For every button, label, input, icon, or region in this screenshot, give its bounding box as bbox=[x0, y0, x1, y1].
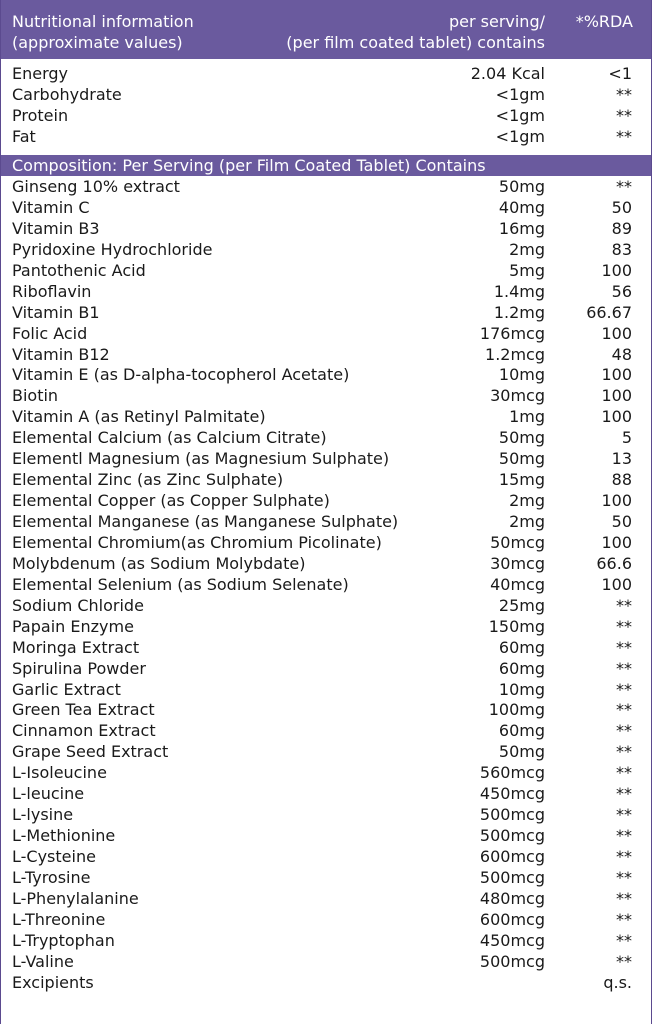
header-name-line1: Nutritional information bbox=[12, 12, 194, 31]
rda-value: 100 bbox=[601, 386, 632, 406]
per-serving-value: 600mcg bbox=[479, 909, 545, 929]
ingredient-name: Cinnamon Extract bbox=[12, 721, 156, 741]
ingredient-name: Elemental Zinc (as Zinc Sulphate) bbox=[12, 470, 284, 490]
per-serving-value: 2.04 Kcal bbox=[470, 64, 545, 83]
rda-value: ** bbox=[616, 805, 632, 825]
per-serving-value: 30mcg bbox=[490, 553, 545, 573]
rda-value: 100 bbox=[601, 260, 632, 280]
per-serving-value: 480mcg bbox=[479, 888, 545, 908]
header-per-line1: per serving/ bbox=[448, 12, 545, 31]
per-serving-value: 10mg bbox=[498, 679, 545, 699]
ingredient-name: Elemental Manganese (as Manganese Sulphate) bbox=[12, 512, 399, 531]
per-serving-value: 40mcg bbox=[490, 574, 545, 594]
rda-value: ** bbox=[616, 700, 632, 720]
ingredient-name: Protein bbox=[12, 105, 69, 125]
ingredient-name: L-Isoleucine bbox=[12, 763, 107, 783]
table-row bbox=[1, 888, 651, 909]
per-serving-value: 50mg bbox=[498, 177, 545, 196]
table-row bbox=[1, 804, 651, 825]
rda-value: 83 bbox=[611, 239, 632, 259]
ingredient-name: Moringa Extract bbox=[12, 637, 140, 657]
ingredient-name: Elemental Copper (as Copper Sulphate) bbox=[12, 491, 330, 511]
table-row bbox=[1, 281, 651, 302]
per-serving-value: 30mcg bbox=[490, 386, 545, 406]
table-row bbox=[1, 909, 651, 930]
ingredient-name: Sodium Chloride bbox=[12, 595, 144, 615]
ingredient-name: Molybdenum (as Sodium Molybdate) bbox=[12, 553, 306, 573]
rda-value: <1 bbox=[608, 64, 632, 83]
ingredient-name: Biotin bbox=[12, 386, 59, 406]
rda-value: ** bbox=[616, 930, 632, 950]
ingredient-name: Ginseng 10% extract bbox=[12, 177, 180, 196]
ingredient-name: L-Threonine bbox=[12, 909, 106, 929]
table-row bbox=[1, 699, 651, 720]
per-serving-value: 176mcg bbox=[479, 323, 545, 343]
table-row bbox=[1, 406, 651, 427]
per-serving-value: 16mg bbox=[498, 218, 545, 238]
rda-value: 100 bbox=[601, 407, 632, 427]
table-row bbox=[1, 637, 651, 658]
rda-value: ** bbox=[616, 888, 632, 908]
per-serving-value: 10mg bbox=[498, 365, 545, 385]
rda-value: ** bbox=[616, 847, 632, 866]
table-row bbox=[1, 105, 651, 126]
per-serving-value: 2mg bbox=[509, 512, 545, 531]
table-row bbox=[1, 63, 651, 84]
rda-value: 88 bbox=[611, 470, 632, 490]
ingredient-name: Spirulina Powder bbox=[12, 658, 146, 678]
ingredient-name: Fat bbox=[12, 126, 36, 146]
rda-value: ** bbox=[616, 595, 632, 615]
per-serving-value: <1gm bbox=[495, 126, 545, 146]
per-serving-value: 50mg bbox=[498, 428, 545, 448]
rda-value: ** bbox=[616, 784, 632, 804]
ingredient-name: Garlic Extract bbox=[12, 679, 121, 699]
nutrition-rows bbox=[1, 63, 651, 147]
ingredient-name: Vitamin B12 bbox=[12, 344, 110, 364]
rda-value: 100 bbox=[601, 323, 632, 343]
ingredient-name: Grape Seed Extract bbox=[12, 742, 169, 762]
per-serving-value: <1gm bbox=[495, 105, 545, 125]
ingredient-name: Vitamin E (as D-alpha-tocopherol Acetate) bbox=[12, 365, 350, 385]
rda-value: ** bbox=[616, 742, 632, 762]
per-serving-value: 150mg bbox=[488, 616, 545, 636]
ingredient-name: Carbohydrate bbox=[12, 84, 122, 104]
composition-rows bbox=[1, 176, 651, 993]
header-nutritional-info bbox=[12, 11, 194, 53]
rda-value: 100 bbox=[601, 532, 632, 552]
rda-value: 50 bbox=[611, 512, 632, 531]
ingredient-name: Elemental Chromium(as Chromium Picolinate) bbox=[12, 532, 382, 552]
rda-value: 89 bbox=[611, 218, 632, 238]
header-name-line2: (approximate values) bbox=[12, 33, 183, 52]
table-header bbox=[1, 0, 651, 59]
table-row bbox=[1, 867, 651, 888]
ingredient-name: L-Valine bbox=[12, 951, 74, 971]
table-row bbox=[1, 930, 651, 951]
ingredient-name: Elemental Calcium (as Calcium Citrate) bbox=[12, 428, 327, 448]
per-serving-value: 2mg bbox=[509, 491, 545, 511]
ingredient-name: Excipients bbox=[12, 972, 94, 992]
table-row bbox=[1, 323, 651, 344]
table-row bbox=[1, 574, 651, 595]
per-serving-value: 5mg bbox=[509, 260, 545, 280]
table-row bbox=[1, 679, 651, 700]
table-row bbox=[1, 218, 651, 239]
per-serving-value: <1gm bbox=[495, 84, 545, 104]
per-serving-value: 1.4mg bbox=[493, 281, 545, 301]
rda-value: 56 bbox=[611, 281, 632, 301]
table-row bbox=[1, 762, 651, 783]
rda-value: 100 bbox=[601, 365, 632, 385]
table-row bbox=[1, 385, 651, 406]
table-row bbox=[1, 469, 651, 490]
per-serving-value: 60mg bbox=[498, 658, 545, 678]
table-row bbox=[1, 783, 651, 804]
table-row bbox=[1, 364, 651, 385]
rda-value: ** bbox=[616, 909, 632, 929]
ingredient-name: L-lysine bbox=[12, 805, 74, 825]
table-row bbox=[1, 595, 651, 616]
composition-band bbox=[1, 155, 651, 176]
rda-value: q.s. bbox=[603, 972, 632, 992]
per-serving-value: 1.2mcg bbox=[485, 344, 545, 364]
table-row bbox=[1, 239, 651, 260]
per-serving-value: 50mg bbox=[498, 449, 545, 469]
rda-value: ** bbox=[616, 679, 632, 699]
rda-value: ** bbox=[616, 105, 632, 125]
ingredient-name: Vitamin C bbox=[12, 197, 90, 217]
rda-value: ** bbox=[616, 84, 632, 104]
header-per-serving bbox=[286, 11, 545, 53]
rda-value: ** bbox=[616, 126, 632, 146]
ingredient-name: Green Tea Extract bbox=[12, 700, 155, 720]
per-serving-value: 100mg bbox=[488, 700, 545, 720]
per-serving-value: 450mcg bbox=[479, 784, 545, 804]
per-serving-value: 40mg bbox=[498, 197, 545, 217]
per-serving-value: 60mg bbox=[498, 721, 545, 741]
ingredient-name: L-Cysteine bbox=[12, 847, 96, 866]
table-row bbox=[1, 260, 651, 281]
ingredient-name: L-Tyrosine bbox=[12, 867, 91, 887]
rda-value: 100 bbox=[601, 574, 632, 594]
table-row bbox=[1, 427, 651, 448]
per-serving-value: 500mcg bbox=[479, 826, 545, 846]
per-serving-value: 60mg bbox=[498, 637, 545, 657]
ingredient-name: L-Tryptophan bbox=[12, 930, 115, 950]
table-row bbox=[1, 197, 651, 218]
table-row bbox=[1, 302, 651, 323]
ingredient-name: L-leucine bbox=[12, 784, 85, 804]
ingredient-name: Energy bbox=[12, 64, 69, 83]
per-serving-value: 15mg bbox=[498, 470, 545, 490]
rda-value: ** bbox=[616, 721, 632, 741]
ingredient-name: Folic Acid bbox=[12, 323, 88, 343]
ingredient-name: Pyridoxine Hydrochloride bbox=[12, 239, 213, 259]
per-serving-value: 50mcg bbox=[490, 532, 545, 552]
table-row bbox=[1, 344, 651, 365]
per-serving-value: 1mg bbox=[509, 407, 545, 427]
ingredient-name: L-Methionine bbox=[12, 826, 116, 846]
ingredient-name: Vitamin B1 bbox=[12, 302, 100, 322]
header-per-line2: (per film coated tablet) contains bbox=[286, 33, 545, 52]
table-row bbox=[1, 84, 651, 105]
ingredient-name: Vitamin B3 bbox=[12, 218, 100, 238]
per-serving-value: 450mcg bbox=[479, 930, 545, 950]
table-row bbox=[1, 720, 651, 741]
per-serving-value: 500mcg bbox=[479, 867, 545, 887]
rda-value: 13 bbox=[611, 449, 632, 469]
table-row bbox=[1, 553, 651, 574]
per-serving-value: 2mg bbox=[509, 239, 545, 259]
per-serving-value: 50mg bbox=[498, 742, 545, 762]
table-row bbox=[1, 126, 651, 147]
table-row bbox=[1, 532, 651, 553]
rda-value: 48 bbox=[611, 344, 632, 364]
table-row bbox=[1, 825, 651, 846]
table-row bbox=[1, 176, 651, 197]
per-serving-value: 560mcg bbox=[479, 763, 545, 783]
rda-value: ** bbox=[616, 637, 632, 657]
rda-value: 5 bbox=[621, 428, 632, 448]
rda-value: 66.67 bbox=[586, 302, 632, 322]
ingredient-name: Vitamin A (as Retinyl Palmitate) bbox=[12, 407, 266, 427]
rda-value: 100 bbox=[601, 491, 632, 511]
ingredient-name: Papain Enzyme bbox=[12, 616, 134, 636]
ingredient-name: Riboflavin bbox=[12, 281, 92, 301]
per-serving-value: 25mg bbox=[498, 595, 545, 615]
table-row bbox=[1, 616, 651, 637]
rda-value: ** bbox=[616, 826, 632, 846]
rda-value: 50 bbox=[611, 197, 632, 217]
ingredient-name: Pantothenic Acid bbox=[12, 260, 146, 280]
rda-value: ** bbox=[616, 763, 632, 783]
table-row bbox=[1, 951, 651, 972]
table-row bbox=[1, 741, 651, 762]
rda-value: ** bbox=[616, 867, 632, 887]
table-row bbox=[1, 972, 651, 993]
ingredient-name: Elementl Magnesium (as Magnesium Sulphate) bbox=[12, 449, 390, 469]
rda-value: ** bbox=[616, 951, 632, 971]
per-serving-value: 1.2mg bbox=[493, 302, 545, 322]
rda-value: ** bbox=[616, 616, 632, 636]
ingredient-name: Elemental Selenium (as Sodium Selenate) bbox=[12, 574, 349, 594]
per-serving-value: 600mcg bbox=[479, 847, 545, 866]
table-row bbox=[1, 511, 651, 532]
table-row bbox=[1, 658, 651, 679]
per-serving-value: 500mcg bbox=[479, 805, 545, 825]
header-rda: *%RDA bbox=[575, 12, 633, 31]
rda-value: ** bbox=[616, 658, 632, 678]
table-row bbox=[1, 448, 651, 469]
rda-value: ** bbox=[616, 177, 632, 196]
composition-title: Composition: Per Serving (per Film Coated Tablet) Contains bbox=[12, 156, 486, 175]
ingredient-name: L-Phenylalanine bbox=[12, 888, 139, 908]
rda-value: 66.6 bbox=[596, 553, 632, 573]
per-serving-value: 500mcg bbox=[479, 951, 545, 971]
table-row bbox=[1, 490, 651, 511]
table-row bbox=[1, 846, 651, 867]
